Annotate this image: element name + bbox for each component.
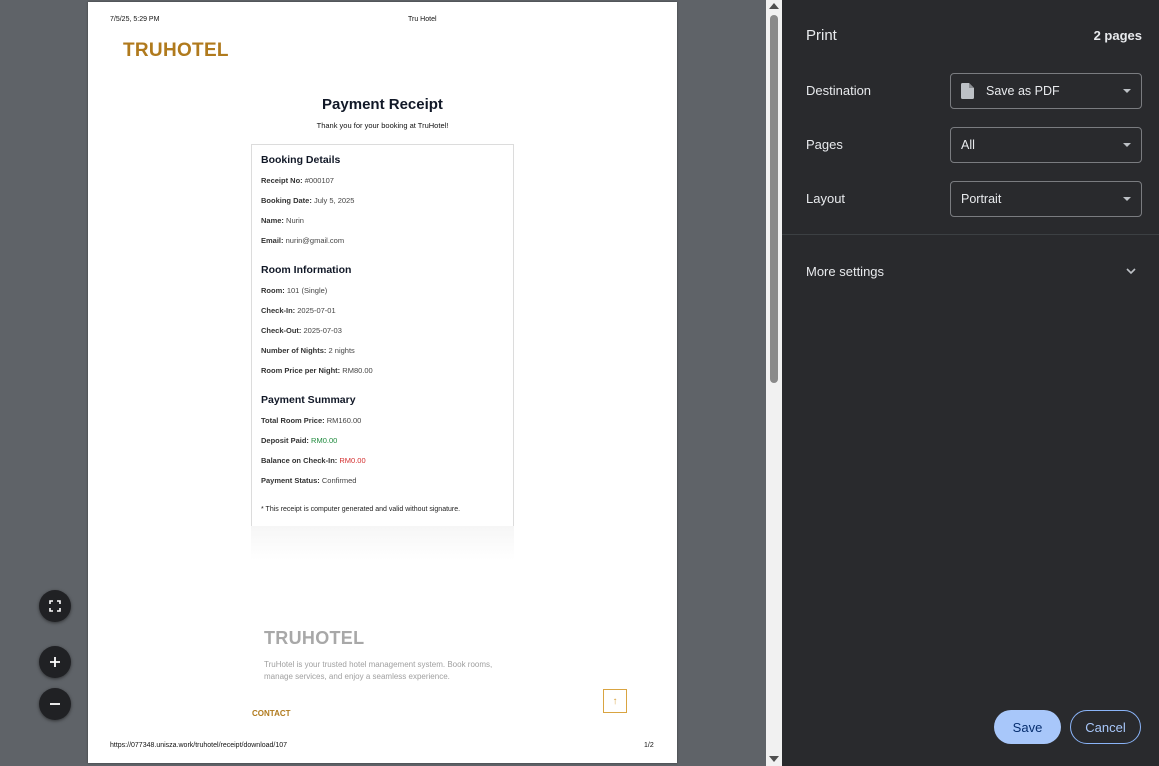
total-price-row: Total Room Price: RM160.00 <box>261 416 362 425</box>
print-title: Print <box>806 27 837 44</box>
cancel-button[interactable]: Cancel <box>1070 710 1141 744</box>
footer-logo: TRUHOTEL <box>264 628 365 648</box>
destination-value: Save as PDF <box>986 84 1060 98</box>
price-per-night-row: Room Price per Night: RM80.00 <box>261 366 373 375</box>
document-icon <box>961 83 974 99</box>
more-settings-toggle[interactable]: More settings <box>806 264 885 279</box>
panel-divider <box>782 234 1159 235</box>
booking-date-row: Booking Date: July 5, 2025 <box>261 196 355 205</box>
page-footer-number: 1/2 <box>644 742 654 749</box>
page-header-date: 7/5/25, 5:29 PM <box>110 16 160 23</box>
room-row: Room: 101 (Single) <box>261 286 328 295</box>
payment-summary-heading: Payment Summary <box>261 394 356 406</box>
page-header-title: Tru Hotel <box>408 16 437 23</box>
chevron-down-icon <box>1123 143 1131 147</box>
email-row: Email: nurin@gmail.com <box>261 236 345 245</box>
minus-icon <box>49 698 61 710</box>
arrow-up-icon: ↑ <box>603 689 627 713</box>
checkout-row: Check-Out: 2025-07-03 <box>261 326 342 335</box>
zoom-out-button[interactable] <box>39 688 71 720</box>
preview-page <box>88 2 677 763</box>
fit-to-page-button[interactable] <box>39 590 71 622</box>
room-info-heading: Room Information <box>261 264 352 276</box>
layout-select[interactable] <box>950 181 1142 217</box>
expand-chevron-icon[interactable] <box>1125 265 1137 277</box>
destination-select[interactable] <box>950 73 1142 109</box>
chevron-down-icon <box>1123 89 1131 93</box>
receipt-no-row: Receipt No: #000107 <box>261 176 334 185</box>
layout-label: Layout <box>806 191 846 206</box>
layout-value: Portrait <box>961 192 1002 206</box>
hotel-logo: TRUHOTEL <box>123 40 229 61</box>
payment-status-row: Payment Status: Confirmed <box>261 476 357 485</box>
chevron-down-icon <box>1123 197 1131 201</box>
deposit-row: Deposit Paid: RM0.00 <box>261 436 338 445</box>
receipt-title: Payment Receipt <box>322 96 443 113</box>
footer-contact-heading: CONTACT <box>252 709 291 718</box>
pages-label: Pages <box>806 137 843 152</box>
pages-select[interactable] <box>950 127 1142 163</box>
nights-row: Number of Nights: 2 nights <box>261 346 355 355</box>
receipt-note: * This receipt is computer generated and valid without signature. <box>261 506 461 513</box>
page-footer-url: https://077348.unisza.work/truhotel/receipt/download/107 <box>110 742 288 749</box>
page-count: 2 pages <box>1093 28 1142 43</box>
fit-to-page-icon <box>49 600 61 612</box>
destination-label: Destination <box>806 83 872 98</box>
print-settings-panel <box>782 0 1159 766</box>
checkin-row: Check-In: 2025-07-01 <box>261 306 336 315</box>
save-button[interactable]: Save <box>994 710 1061 744</box>
card-shadow <box>251 526 514 560</box>
scroll-up-arrow-icon[interactable] <box>769 3 779 9</box>
receipt-subtitle: Thank you for your booking at TruHotel! <box>316 121 449 130</box>
plus-icon <box>49 656 61 668</box>
booking-details-heading: Booking Details <box>261 154 341 166</box>
zoom-in-button[interactable] <box>39 646 71 678</box>
receipt-card <box>251 144 514 526</box>
scrollbar-thumb[interactable] <box>770 15 778 383</box>
scroll-down-arrow-icon[interactable] <box>769 756 779 762</box>
footer-description: TruHotel is your trusted hotel management system. Book rooms, manage services, and enjoy a seamless experience. <box>264 660 493 681</box>
balance-row: Balance on Check-In: RM0.00 <box>261 456 366 465</box>
preview-scrollbar[interactable] <box>766 0 782 766</box>
name-row: Name: Nurin <box>261 216 304 225</box>
pages-value: All <box>961 138 975 152</box>
